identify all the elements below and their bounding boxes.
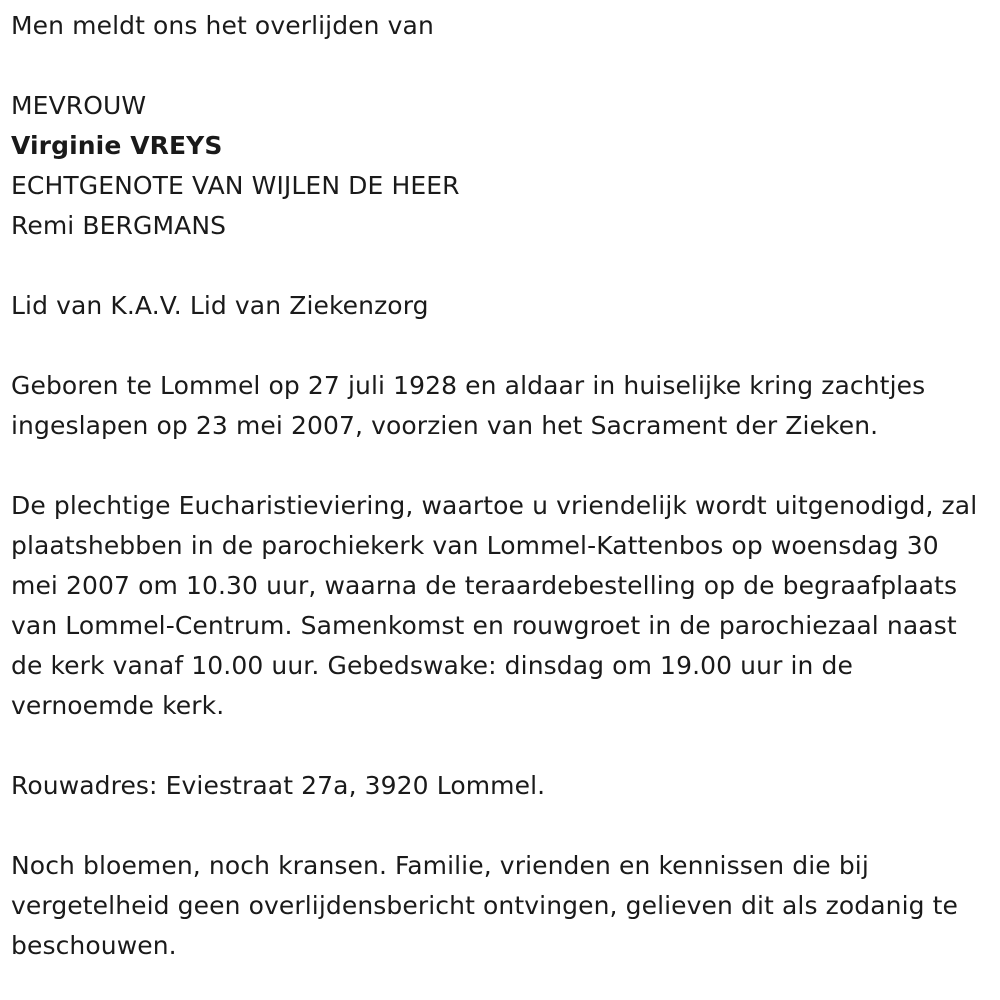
membership-line: Lid van K.A.V. Lid van Ziekenzorg xyxy=(11,291,429,320)
death-notice xyxy=(11,6,993,966)
spacer xyxy=(11,806,993,846)
intro-line: Men meldt ons het overlijden van xyxy=(11,11,434,40)
spacer xyxy=(11,326,993,366)
ceremony-paragraph: De plechtige Eucharistieviering, waartoe u vriendelijk wordt uitgenodigd, zal plaatshebben in de parochiekerk van Lommel-Kattenbos op woensdag 30 mei 2007 om 10.30 uur, waarna de teraardebestelling op de begraafplaats van Lommel-Centrum. Samenkomst en rouwgroet in de parochiezaal naast de kerk vanaf 10.00 uur. Gebedswake: dinsdag om 19.00 uur in de vernoemde kerk. xyxy=(11,491,978,720)
relation-line: ECHTGENOTE VAN WIJLEN DE HEER xyxy=(11,171,460,200)
address-line: Rouwadres: Eviestraat 27a, 3920 Lommel. xyxy=(11,771,546,800)
birth-death-paragraph: Geboren te Lommel op 27 juli 1928 en aldaar in huiselijke kring zachtjes ingeslapen op 23 mei 2007, voorzien van het Sacrament der Zieken. xyxy=(11,371,926,440)
spouse-name: Remi BERGMANS xyxy=(11,211,227,240)
deceased-name: Virginie VREYS xyxy=(11,131,223,160)
spacer xyxy=(11,446,993,486)
spacer xyxy=(11,246,993,286)
spacer xyxy=(11,726,993,766)
spacer xyxy=(11,46,993,86)
title-line: MEVROUW xyxy=(11,91,147,120)
closing-paragraph: Noch bloemen, noch kransen. Familie, vrienden en kennissen die bij vergetelheid geen overlijdensbericht ontvingen, gelieven dit als zodanig te beschouwen. xyxy=(11,851,959,960)
